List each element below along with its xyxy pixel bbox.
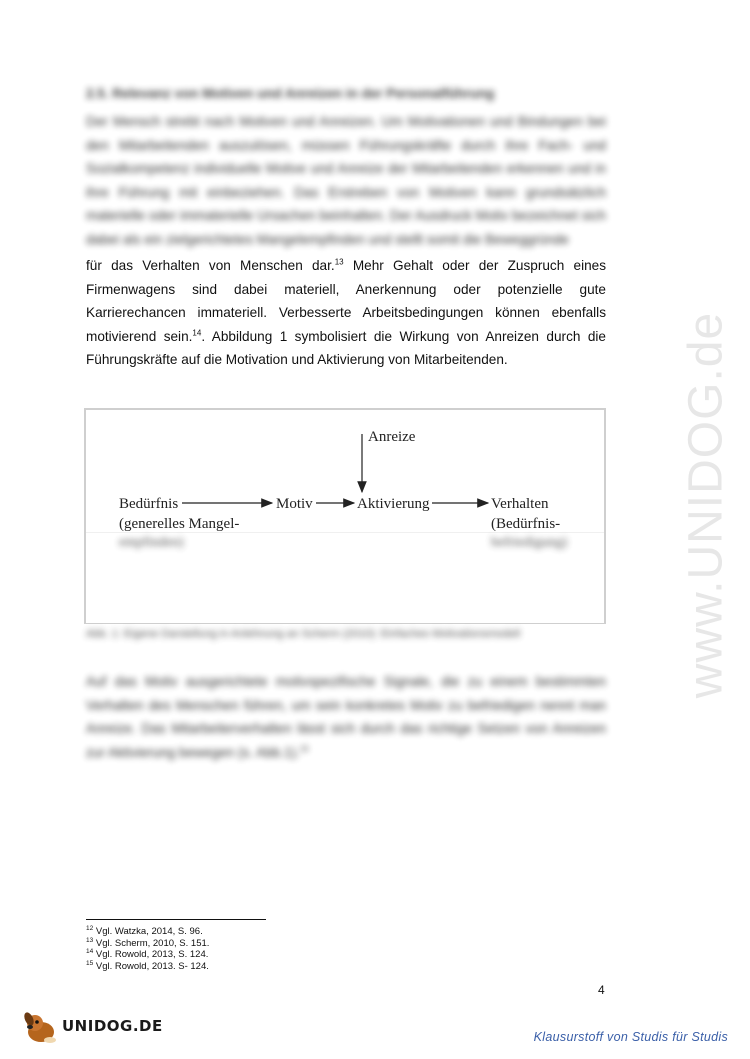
logo-text: UNIDOG.DE bbox=[62, 1017, 163, 1035]
blurred-paragraph-text: Der Mensch strebt nach Motiven und Anreizen. Um Motivationen und Bindungen bei den Mitarbeitenden auszulösen, müssen Führungskräfte durch ihre Fach- und Sozialkompetenz individuelle Motive und Anreize der Mitarbeitenden erkennen und in ihre Führung mit einbeziehen. Das Erstreben von Motiven kann grundsätzlich materielle oder immaterielle Ursachen beinhalten. Der Ausdruck Motiv bezeichnet sich dabei als ein zielgerichtetes Mangelempfinden und stellt somit die Beweggründe bbox=[86, 114, 606, 247]
node-need-sub: (generelles Mangel- bbox=[119, 516, 240, 532]
node-activation: Aktivierung bbox=[357, 496, 430, 512]
paragraph-after-figure-text bbox=[86, 670, 606, 764]
footnote-number: 14 bbox=[86, 947, 94, 955]
footnotes bbox=[86, 926, 209, 972]
visible-paragraph-end: . Abbildung 1 symbolisiert die Wirkung von Anreizen durch die Führungskräfte auf die Motivation und Aktivierung von Mitarbeitenden. bbox=[86, 328, 606, 368]
figure-caption: Abb. 1: Eigene Darstellung in Anlehnung an Scherm (2010): Einfaches Motivationsmodell bbox=[86, 628, 521, 640]
paragraph-after-figure bbox=[86, 670, 606, 764]
footnote-separator bbox=[86, 919, 266, 920]
footnote-text: Vgl. Scherm, 2010, S. 151. bbox=[93, 937, 210, 949]
dog-icon bbox=[22, 1010, 60, 1044]
motivation-model-figure bbox=[84, 408, 606, 624]
node-need: Bedürfnis bbox=[119, 496, 179, 512]
footnote-14 bbox=[86, 949, 209, 961]
footnote-text: Vgl. Watzka, 2014, S. 96. bbox=[93, 926, 203, 937]
page-number: 4 bbox=[598, 983, 605, 997]
footnote-number: 13 bbox=[86, 936, 94, 944]
footnote-12 bbox=[86, 926, 209, 938]
blurred-paragraph bbox=[86, 110, 606, 262]
tagline: Klausurstoff von Studis für Studis bbox=[533, 1030, 728, 1044]
footnote-13 bbox=[86, 938, 209, 950]
visible-paragraph-main: Firmenwagens sind dabei materiell, Anerkennung oder potenzielle gute Karrierechancen immateriell. Verbesserte Arbeitsbedingungen können ebenfalls motivierend sein. bbox=[86, 281, 606, 344]
node-incentives: Anreize bbox=[368, 429, 416, 445]
section-heading: 2.5. Relevanz von Motiven und Anreizen in der Personalführung bbox=[86, 86, 495, 101]
footnote-ref-13: 13 bbox=[334, 257, 344, 267]
node-behavior: Verhalten bbox=[491, 496, 549, 512]
node-need-sub2: empfinden) bbox=[119, 535, 184, 550]
footnote-ref-14: 14 bbox=[192, 328, 202, 338]
figure-blurred-area bbox=[86, 532, 604, 623]
footnote-15 bbox=[86, 961, 209, 973]
node-motive: Motiv bbox=[276, 496, 313, 512]
visible-paragraph-first-line: für das Verhalten von Menschen dar. bbox=[86, 258, 335, 273]
footnote-text: Vgl. Rowold, 2013. S- 124. bbox=[93, 960, 209, 972]
footnote-number: 15 bbox=[86, 959, 94, 967]
watermark: www.UNIDOG.de bbox=[679, 311, 733, 699]
visible-paragraph bbox=[86, 254, 606, 372]
visible-paragraph-first-line-rest: Mehr Gehalt oder der Zuspruch eines bbox=[343, 258, 607, 273]
unidog-logo bbox=[22, 1010, 163, 1044]
node-behavior-sub2: befriedigung) bbox=[491, 535, 568, 550]
footnote-text: Vgl. Rowold, 2013, S. 124. bbox=[93, 949, 209, 960]
paragraph-after-figure-body: Auf das Motiv ausgerichtete motivspezifische Signale, die zu einem bestimmten Verhalten des Menschen führen, um sein konkretes Motiv zu befriedigen nennt man Anreize. Das Mitarbeiterverhalten lässt sich durch das richtige Setzen von Anreizen zur Aktivierung bewegen (s. Abb.1). bbox=[86, 674, 606, 760]
footnote-number: 12 bbox=[86, 924, 94, 932]
footnote-ref-15: 15 bbox=[299, 744, 309, 754]
node-behavior-sub: (Bedürfnis- bbox=[491, 516, 561, 532]
visible-paragraph-text bbox=[86, 254, 606, 372]
